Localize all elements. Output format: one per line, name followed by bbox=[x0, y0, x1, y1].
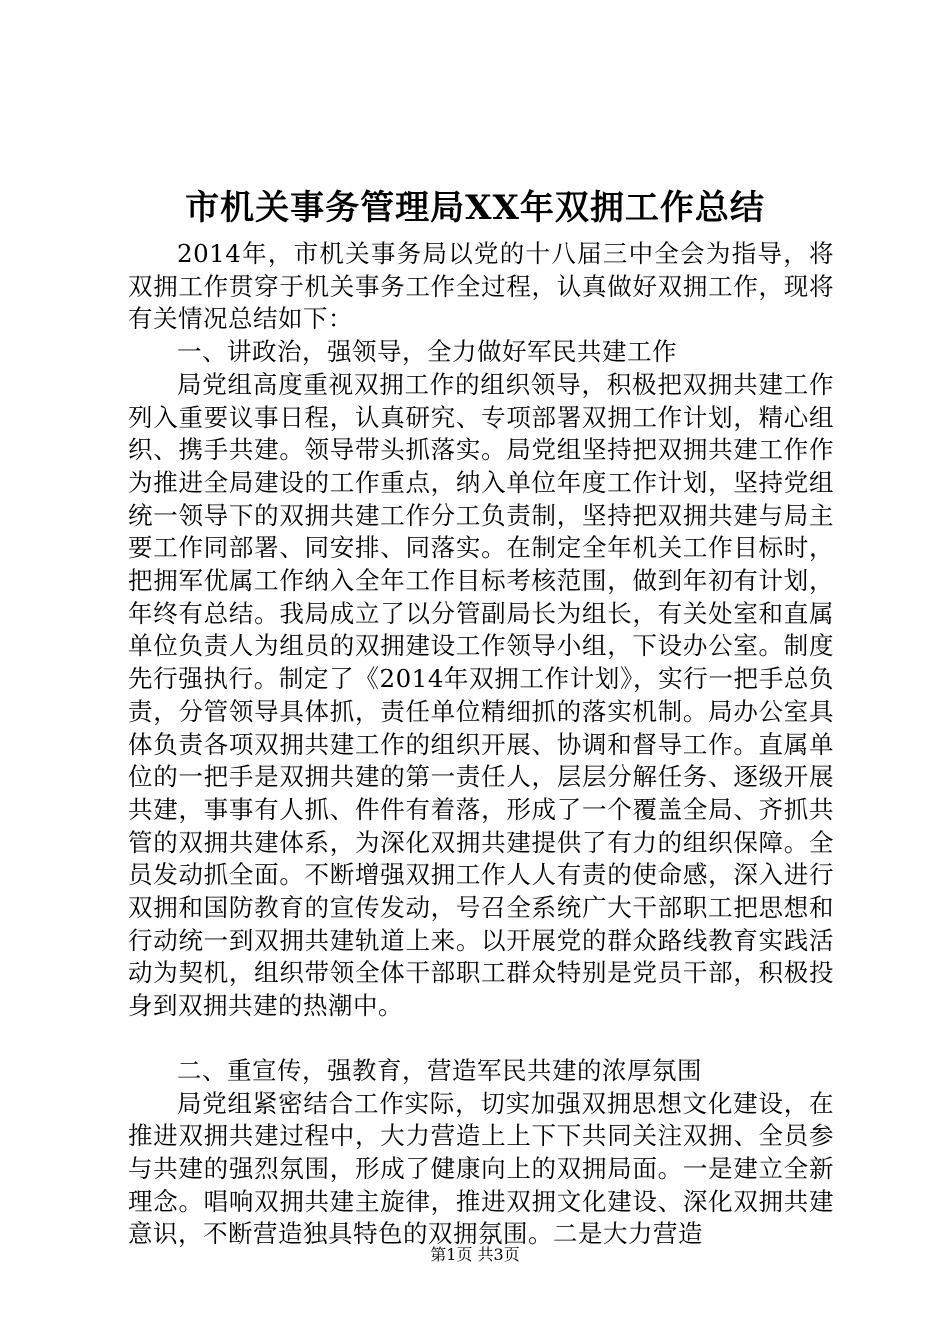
section-2-paragraph: 局党组紧密结合工作实际，切实加强双拥思想文化建设，在推进双拥共建过程中，大力营造上上下下共同关注双拥、全员参与共建的强烈氛围，形成了健康向上的双拥局面。一是建立全新理念。唱响双拥共建主旋律，推进双拥文化建设、深化双拥共建意识，不断营造独具特色的双拥氛围。二是大力营造 bbox=[128, 1088, 834, 1249]
intro-paragraph: 2014年，市机关事务局以党的十八届三中全会为指导，将双拥工作贯穿于机关事务工作全过程，认真做好双拥工作，现将有关情况总结如下： bbox=[128, 239, 834, 334]
section-1-paragraph: 局党组高度重视双拥工作的组织领导，积极把双拥共建工作列入重要议事日程，认真研究、专项部署双拥工作计划，精心组织、携手共建。领导带头抓落实。局党组坚持把双拥共建工作作为推进全局建设的工作重点，纳入单位年度工作计划，坚持党组统一领导下的双拥共建工作分工负责制，坚持把双拥共建与局主要工作同部署、同安排、同落实。在制定全年机关工作目标时，把拥军优属工作纳入全年工作目标考核范围，做到年初有计划，年终有总结。我局成立了以分管副局长为组长，有关处室和直属单位负责人为组员的双拥建设工作领导小组，下设办公室。制度先行强执行。制定了《2014年双拥工作计划》，实行一把手总负责，分管领导具体抓，责任单位精细抓的落实机制。局办公室具体负责各项双拥共建工作的组织开展、协调和督导工作。直属单位的一把手是双拥共建的第一责任人，层层分解任务、逐级开展共建，事事有人抓、件件有着落，形成了一个覆盖全局、齐抓共管的双拥共建体系，为深化双拥共建提供了有力的组织保障。全员发动抓全面。不断增强双拥工作人人有责的使命感，深入进行双拥和国防教育的宣传发动，号召全系统广大干部职工把思想和行动统一到双拥共建轨道上来。以开展党的群众路线教育实践活动为契机，组织带领全体干部职工群众特别是党员干部，积极投身到双拥共建的热潮中。 bbox=[128, 369, 834, 1021]
document-body bbox=[128, 238, 834, 1251]
page-footer: 第1页 共3页 bbox=[430, 1245, 520, 1264]
document-title: 市机关事务管理局XX年双拥工作总结 bbox=[185, 188, 765, 228]
section-heading-2: 二、重宣传，强教育，营造军民共建的浓厚氛围 bbox=[177, 1055, 702, 1085]
section-heading-1: 一、讲政治，强领导，全力做好军民共建工作 bbox=[177, 337, 677, 367]
